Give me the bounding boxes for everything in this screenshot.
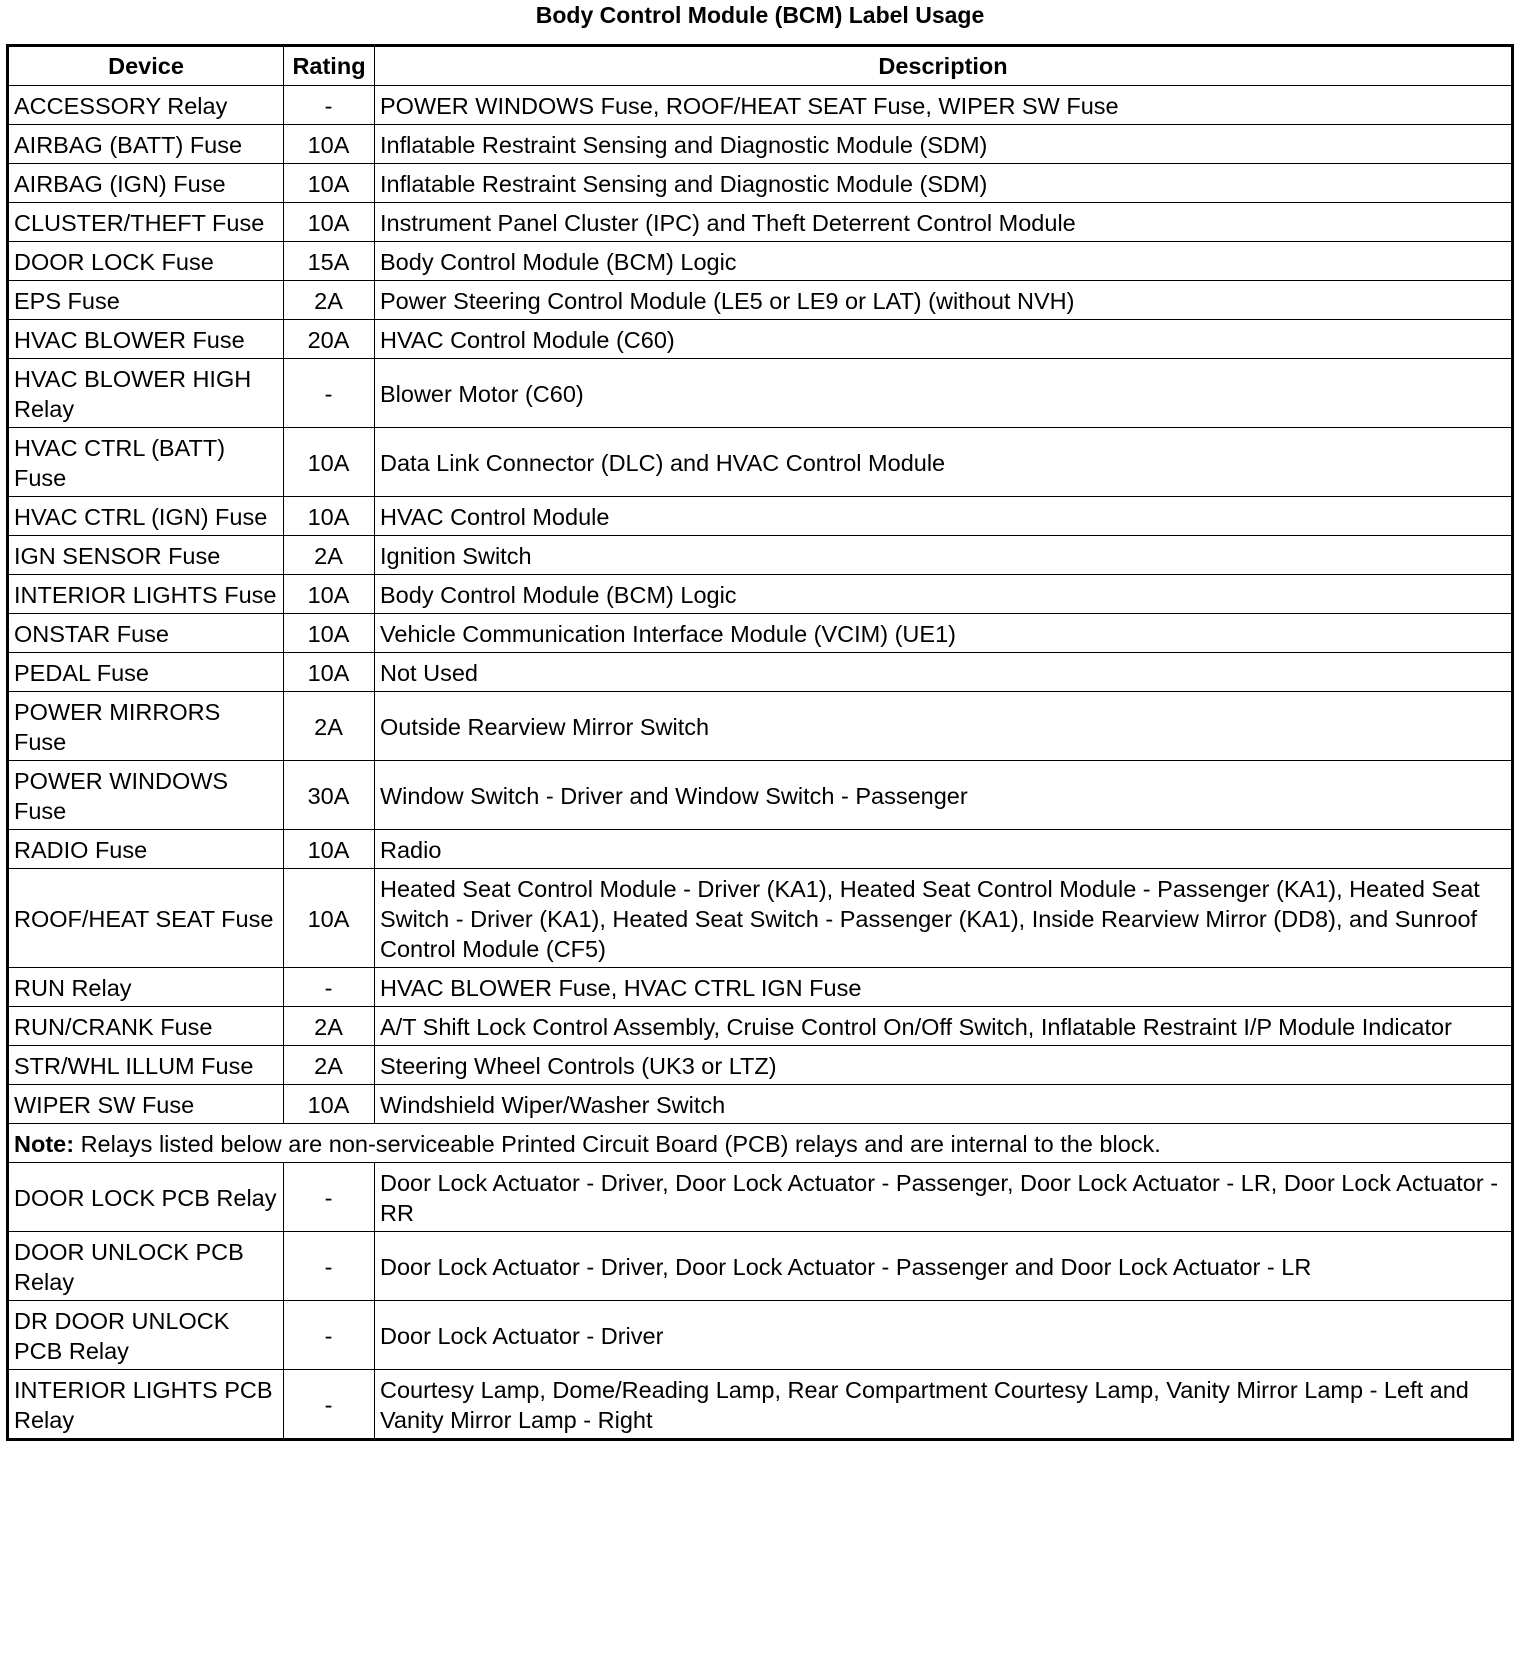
table-row xyxy=(8,830,1513,869)
cell-description: Power Steering Control Module (LE5 or LE9 or LAT) (without NVH) xyxy=(375,281,1513,320)
cell-rating: 10A xyxy=(284,125,375,164)
cell-rating: 20A xyxy=(284,320,375,359)
cell-rating: 10A xyxy=(284,164,375,203)
cell-device: ACCESSORY Relay xyxy=(8,86,284,125)
table-row xyxy=(8,242,1513,281)
column-header-rating: Rating xyxy=(284,46,375,86)
cell-device: HVAC CTRL (BATT) Fuse xyxy=(8,428,284,497)
cell-rating: 2A xyxy=(284,1046,375,1085)
cell-rating: - xyxy=(284,359,375,428)
cell-device: HVAC BLOWER HIGH Relay xyxy=(8,359,284,428)
cell-description: Windshield Wiper/Washer Switch xyxy=(375,1085,1513,1124)
table-row xyxy=(8,1232,1513,1301)
cell-device: CLUSTER/THEFT Fuse xyxy=(8,203,284,242)
cell-description: POWER WINDOWS Fuse, ROOF/HEAT SEAT Fuse, WIPER SW Fuse xyxy=(375,86,1513,125)
table-row xyxy=(8,575,1513,614)
cell-device: RADIO Fuse xyxy=(8,830,284,869)
cell-rating: 2A xyxy=(284,692,375,761)
table-row xyxy=(8,614,1513,653)
cell-device: POWER MIRRORS Fuse xyxy=(8,692,284,761)
cell-rating: 2A xyxy=(284,536,375,575)
cell-device: ROOF/HEAT SEAT Fuse xyxy=(8,869,284,968)
note-text: Relays listed below are non-serviceable Printed Circuit Board (PCB) relays and are internal to the block. xyxy=(80,1131,1161,1157)
table-header-row xyxy=(8,46,1513,86)
cell-description: Steering Wheel Controls (UK3 or LTZ) xyxy=(375,1046,1513,1085)
cell-device: PEDAL Fuse xyxy=(8,653,284,692)
cell-device: RUN Relay xyxy=(8,968,284,1007)
cell-rating: - xyxy=(284,1163,375,1232)
cell-rating: - xyxy=(284,1301,375,1370)
cell-description: A/T Shift Lock Control Assembly, Cruise Control On/Off Switch, Inflatable Restraint I/P Module Indicator xyxy=(375,1007,1513,1046)
cell-rating: 10A xyxy=(284,575,375,614)
note-label: Note: xyxy=(14,1131,75,1157)
cell-description: Ignition Switch xyxy=(375,536,1513,575)
cell-description: Door Lock Actuator - Driver xyxy=(375,1301,1513,1370)
table-row xyxy=(8,281,1513,320)
cell-description: Inflatable Restraint Sensing and Diagnostic Module (SDM) xyxy=(375,164,1513,203)
cell-description: Blower Motor (C60) xyxy=(375,359,1513,428)
table-row xyxy=(8,869,1513,968)
table-row xyxy=(8,692,1513,761)
table-row xyxy=(8,359,1513,428)
table-row xyxy=(8,653,1513,692)
table-row xyxy=(8,1163,1513,1232)
cell-description: Radio xyxy=(375,830,1513,869)
cell-device: STR/WHL ILLUM Fuse xyxy=(8,1046,284,1085)
cell-device: RUN/CRANK Fuse xyxy=(8,1007,284,1046)
cell-device: POWER WINDOWS Fuse xyxy=(8,761,284,830)
cell-device: HVAC BLOWER Fuse xyxy=(8,320,284,359)
cell-description: Instrument Panel Cluster (IPC) and Theft Deterrent Control Module xyxy=(375,203,1513,242)
cell-rating: 30A xyxy=(284,761,375,830)
cell-description: HVAC Control Module xyxy=(375,497,1513,536)
page-title: Body Control Module (BCM) Label Usage xyxy=(535,2,985,28)
table-row xyxy=(8,1046,1513,1085)
table-row xyxy=(8,1370,1513,1440)
table-row xyxy=(8,497,1513,536)
cell-rating: 10A xyxy=(284,614,375,653)
cell-device: WIPER SW Fuse xyxy=(8,1085,284,1124)
cell-description: Heated Seat Control Module - Driver (KA1), Heated Seat Control Module - Passenger (KA1), Heated Seat Switch - Driver (KA1), Heated Seat Switch - Passenger (KA1), Inside Rearview Mirror (DD8), and Sunroof Control Module (CF5) xyxy=(375,869,1513,968)
cell-description: Outside Rearview Mirror Switch xyxy=(375,692,1513,761)
cell-rating: - xyxy=(284,968,375,1007)
cell-rating: - xyxy=(284,86,375,125)
cell-rating: - xyxy=(284,1370,375,1440)
table-row xyxy=(8,320,1513,359)
cell-description: HVAC Control Module (C60) xyxy=(375,320,1513,359)
cell-description: Data Link Connector (DLC) and HVAC Control Module xyxy=(375,428,1513,497)
cell-device: DOOR UNLOCK PCB Relay xyxy=(8,1232,284,1301)
cell-rating: 10A xyxy=(284,203,375,242)
note-row xyxy=(8,1124,1513,1163)
cell-description: Window Switch - Driver and Window Switch - Passenger xyxy=(375,761,1513,830)
table-row xyxy=(8,1007,1513,1046)
cell-rating: 10A xyxy=(284,1085,375,1124)
cell-device: AIRBAG (BATT) Fuse xyxy=(8,125,284,164)
cell-description: HVAC BLOWER Fuse, HVAC CTRL IGN Fuse xyxy=(375,968,1513,1007)
column-header-description: Description xyxy=(375,46,1513,86)
cell-description: Body Control Module (BCM) Logic xyxy=(375,242,1513,281)
cell-rating: 10A xyxy=(284,653,375,692)
cell-rating: 2A xyxy=(284,1007,375,1046)
cell-device: DOOR LOCK PCB Relay xyxy=(8,1163,284,1232)
cell-rating: 2A xyxy=(284,281,375,320)
cell-rating: 15A xyxy=(284,242,375,281)
note-cell xyxy=(8,1124,1513,1163)
bcm-label-table xyxy=(6,44,1514,1441)
cell-device: ONSTAR Fuse xyxy=(8,614,284,653)
cell-description: Door Lock Actuator - Driver, Door Lock Actuator - Passenger and Door Lock Actuator - LR xyxy=(375,1232,1513,1301)
cell-device: DOOR LOCK Fuse xyxy=(8,242,284,281)
table-row xyxy=(8,1301,1513,1370)
cell-rating: 10A xyxy=(284,428,375,497)
cell-device: HVAC CTRL (IGN) Fuse xyxy=(8,497,284,536)
cell-device: DR DOOR UNLOCK PCB Relay xyxy=(8,1301,284,1370)
cell-description: Courtesy Lamp, Dome/Reading Lamp, Rear Compartment Courtesy Lamp, Vanity Mirror Lamp - Left and Vanity Mirror Lamp - Right xyxy=(375,1370,1513,1440)
cell-description: Inflatable Restraint Sensing and Diagnostic Module (SDM) xyxy=(375,125,1513,164)
column-header-device: Device xyxy=(8,46,284,86)
cell-description: Vehicle Communication Interface Module (VCIM) (UE1) xyxy=(375,614,1513,653)
cell-device: IGN SENSOR Fuse xyxy=(8,536,284,575)
table-row xyxy=(8,761,1513,830)
cell-rating: 10A xyxy=(284,869,375,968)
cell-description: Not Used xyxy=(375,653,1513,692)
cell-rating: 10A xyxy=(284,830,375,869)
table-row xyxy=(8,86,1513,125)
table-row xyxy=(8,203,1513,242)
cell-device: AIRBAG (IGN) Fuse xyxy=(8,164,284,203)
table-row xyxy=(8,428,1513,497)
cell-description: Door Lock Actuator - Driver, Door Lock Actuator - Passenger, Door Lock Actuator - LR, Door Lock Actuator - RR xyxy=(375,1163,1513,1232)
cell-device: INTERIOR LIGHTS Fuse xyxy=(8,575,284,614)
table-row xyxy=(8,536,1513,575)
cell-device: INTERIOR LIGHTS PCB Relay xyxy=(8,1370,284,1440)
cell-description: Body Control Module (BCM) Logic xyxy=(375,575,1513,614)
table-row xyxy=(8,125,1513,164)
table-row xyxy=(8,968,1513,1007)
table-row xyxy=(8,1085,1513,1124)
cell-rating: - xyxy=(284,1232,375,1301)
table-row xyxy=(8,164,1513,203)
cell-rating: 10A xyxy=(284,497,375,536)
cell-device: EPS Fuse xyxy=(8,281,284,320)
